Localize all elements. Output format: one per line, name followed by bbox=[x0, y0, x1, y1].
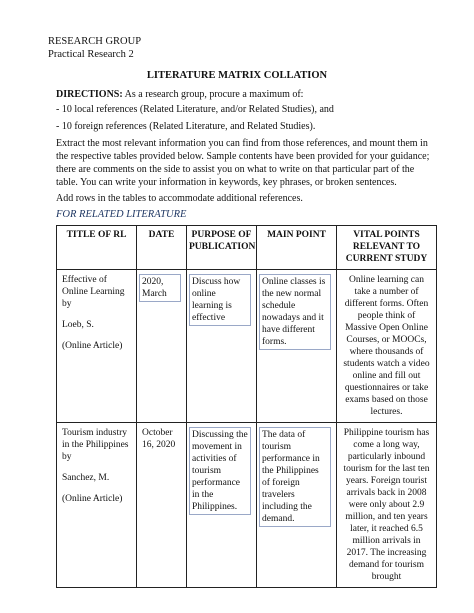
directions-label: DIRECTIONS: bbox=[56, 89, 123, 100]
type-text: (Online Article) bbox=[62, 341, 123, 351]
header-title-of-rl: TITLE OF RL bbox=[57, 226, 137, 270]
table-row bbox=[57, 270, 437, 423]
date-text: 2020, March bbox=[139, 274, 181, 302]
cell-title bbox=[57, 270, 137, 423]
subject-label: Practical Research 2 bbox=[48, 49, 134, 60]
title-text: Effective of Online Learning by bbox=[62, 275, 125, 309]
cell-vital-points bbox=[337, 270, 437, 423]
literature-matrix-table bbox=[56, 225, 437, 588]
header-main-point: MAIN POINT bbox=[257, 226, 337, 270]
document-header bbox=[48, 35, 141, 61]
main-point-text: Online classes is the new normal schedule nowadays and it have different forms. bbox=[259, 274, 331, 350]
section-title: FOR RELATED LITERATURE bbox=[56, 209, 187, 220]
vital-points-text: Philippine tourism has come a long way, particularly inbound tourism for the last ten years. Foreign tourist arrivals back in 2008 were only about 2.9 million, and ten years later, it reached 6.5 million arrivals in 2017. The increasing demand for tourism brought bbox=[343, 428, 430, 582]
table-row bbox=[57, 423, 437, 588]
header-vital-points: VITAL POINTS RELEVANT TO CURRENT STUDY bbox=[337, 226, 437, 270]
purpose-text: Discussing the movement in activities of tourism performance in the Philippines. bbox=[189, 427, 251, 515]
directions-text: As a research group, procure a maximum of: bbox=[122, 89, 304, 100]
cell-vital-points bbox=[337, 423, 437, 588]
cell-main-point bbox=[257, 423, 337, 588]
main-point-text: The data of tourism performance in the Philippines of foreign travelers including the demand. bbox=[259, 427, 331, 527]
date-text: October 16, 2020 bbox=[142, 428, 176, 450]
header-date: DATE bbox=[137, 226, 187, 270]
cell-date bbox=[137, 423, 187, 588]
extract-paragraph: Extract the most relevant information you can find from those references, and mount them in the respective tables provided below. Sample contents have been provided for your guidance; there are comments on the side to assist you on what to write on that particular part of the table. You can write your information in keywords, key phrases, or broken sentences. bbox=[56, 138, 430, 188]
purpose-text: Discuss how online learning is effective bbox=[189, 274, 251, 326]
directions-item-foreign: - 10 foreign references (Related Literature, and Related Studies). bbox=[56, 121, 316, 132]
directions-item-local: - 10 local references (Related Literature, and/or Related Studies), and bbox=[56, 104, 334, 115]
directions-paragraph bbox=[56, 88, 436, 101]
cell-purpose bbox=[187, 423, 257, 588]
page-title: LITERATURE MATRIX COLLATION bbox=[146, 70, 328, 81]
cell-date bbox=[137, 270, 187, 423]
author-text: Sanchez, M. bbox=[62, 473, 110, 483]
cell-purpose bbox=[187, 270, 257, 423]
type-text: (Online Article) bbox=[62, 494, 123, 504]
table-header-row bbox=[57, 226, 437, 270]
add-rows-paragraph: Add rows in the tables to accommodate additional references. bbox=[56, 193, 303, 204]
cell-main-point bbox=[257, 270, 337, 423]
title-text: Tourism industry in the Philippines by bbox=[62, 428, 129, 462]
author-text: Loeb, S. bbox=[62, 320, 94, 330]
header-purpose: PURPOSE OF PUBLICATION bbox=[187, 226, 257, 270]
vital-points-text: Online learning can take a number of different forms. Often people think of Massive Open Online Courses, or MOOCs, where thousands of students watch a video online and fill out questionnaires or take exams based on those lectures. bbox=[343, 275, 430, 417]
cell-title bbox=[57, 423, 137, 588]
research-group-label: RESEARCH GROUP bbox=[48, 36, 142, 47]
